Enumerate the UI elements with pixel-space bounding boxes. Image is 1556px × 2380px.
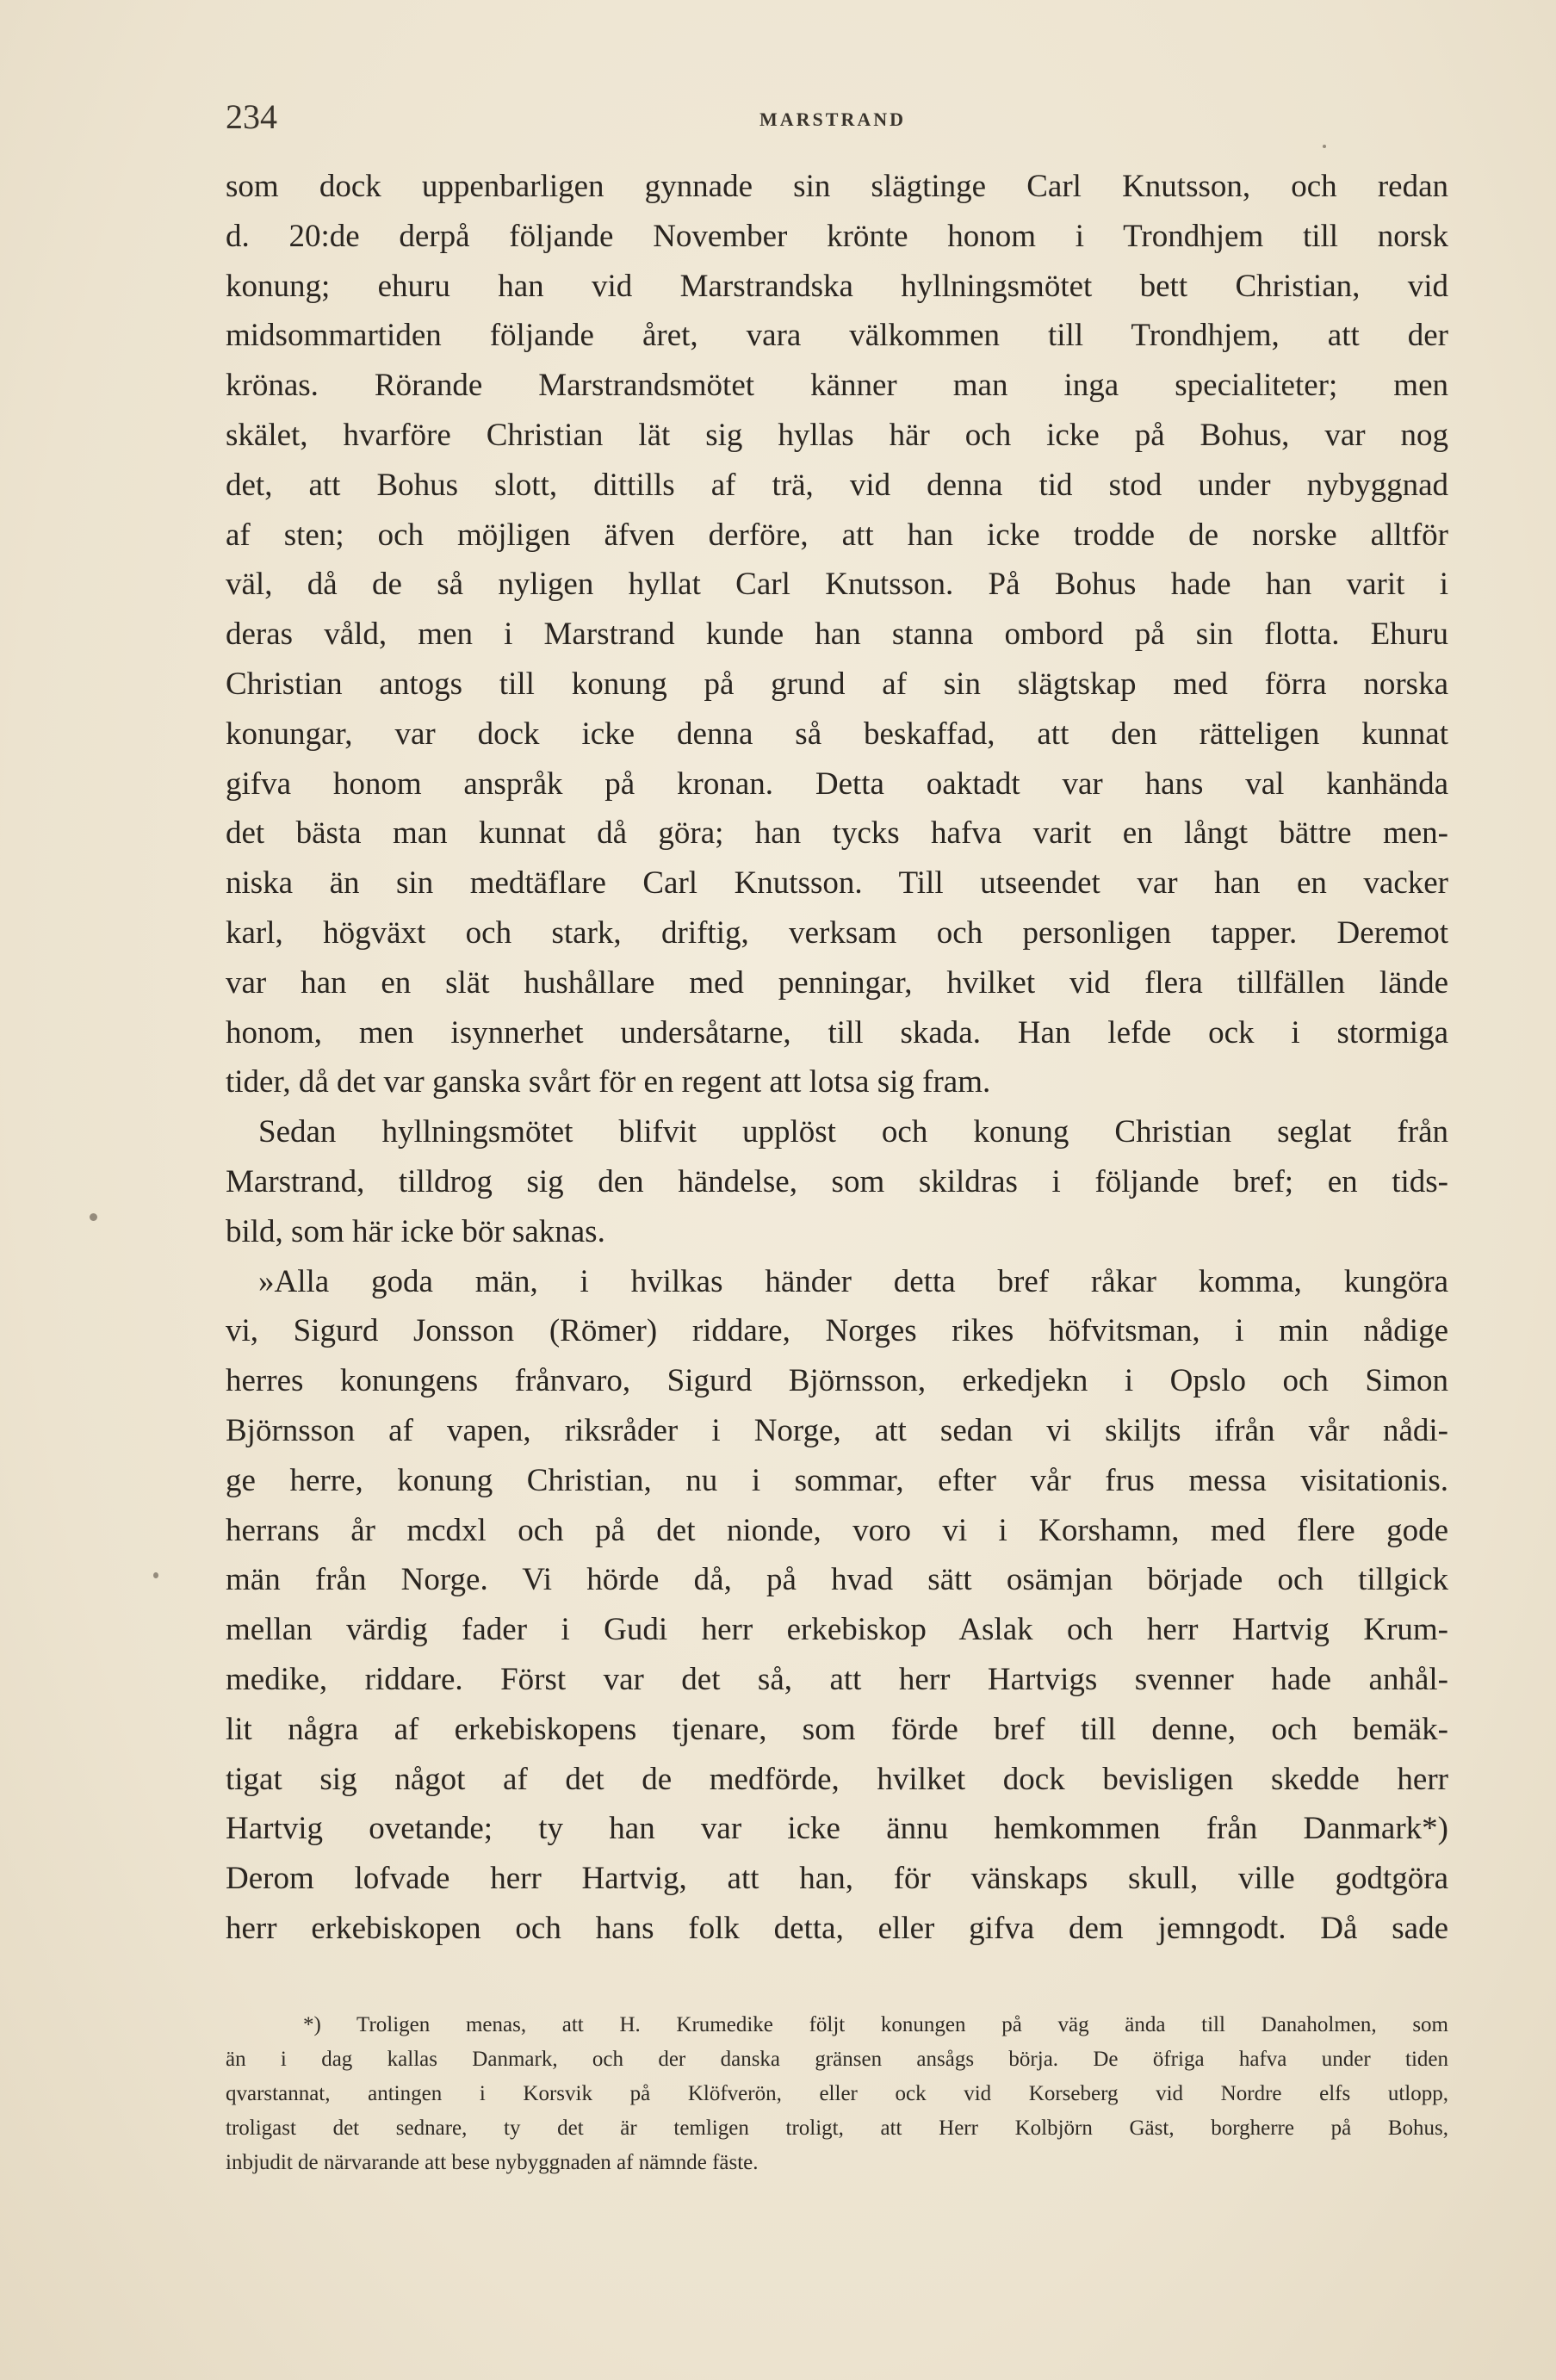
paper-speck: [90, 1213, 97, 1221]
text-line: tider, då det var ganska svårt för en regent att lotsa sig fram.: [226, 1064, 991, 1100]
text-line: konung; ehuru han vid Marstrandska hyllningsmötet bett Christian, vid: [226, 268, 1448, 304]
text-line: niska än sin medtäflare Carl Knutsson. Till utseendet var han en vacker: [226, 865, 1448, 902]
text-line: Sedan hyllningsmötet blifvit upplöst och konung Christian seglat från: [258, 1114, 1448, 1150]
body-text: [226, 162, 1448, 1954]
text-line: honom, men isynnerhet undersåtarne, till skada. Han lefde ock i stormiga: [226, 1014, 1448, 1051]
text-line: d. 20:de derpå följande November krönte honom i Trondhjem till norsk: [226, 218, 1448, 254]
text-line: det bästa man kunnat då göra; han tycks hafva varit en långt bättre men-: [226, 815, 1448, 852]
paper-speck: [153, 1572, 158, 1578]
footnotes: [226, 2008, 1448, 2180]
text-line: Marstrand, tilldrog sig den händelse, som skildras i följande bref; en tids-: [226, 1163, 1448, 1199]
text-line: af sten; och möjligen äfven derföre, att han icke trodde de norske alltför: [226, 517, 1448, 553]
footnote-line: än i dag kallas Danmark, och der danska gränsen ansågs börja. De öfriga hafva under tiden: [226, 2048, 1448, 2071]
text-line: herrans år mcdxl och på det nionde, voro vi i Korshamn, med flere gode: [226, 1512, 1448, 1548]
text-line: ge herre, konung Christian, nu i sommar, efter vår frus messa visitationis.: [226, 1462, 1448, 1498]
text-line: var han en slät hushållare med penningar, hvilket vid flera tillfällen lände: [226, 964, 1448, 1001]
page-number: 234: [226, 97, 277, 136]
text-line: herr erkebiskopen och hans folk detta, eller gifva dem jemngodt. Då sade: [226, 1910, 1448, 1946]
text-line: krönas. Rörande Marstrandsmötet känner man inga specialiteter; men: [226, 368, 1448, 404]
text-line: konungar, var dock icke denna så beskaffad, att den rätteligen kunnat: [226, 716, 1448, 752]
text-line: Björnsson af vapen, riksråder i Norge, att sedan vi skiljts ifrån vår nådi-: [226, 1412, 1448, 1448]
text-line: vi, Sigurd Jonsson (Römer) riddare, Norges rikes höfvitsman, i min nådige: [226, 1313, 1448, 1349]
text-line: Christian antogs till konung på grund af sin slägtskap med förra norska: [226, 666, 1448, 702]
text-line: karl, högväxt och stark, driftig, verksam och personligen tapper. Deremot: [226, 914, 1448, 951]
text-line: det, att Bohus slott, dittills af trä, vid denna tid stod under nybyggnad: [226, 467, 1448, 503]
footnote-line: *) Troligen menas, att H. Krumedike följt konungen på väg ända till Danaholmen, som: [303, 2013, 1448, 2036]
text-line: som dock uppenbarligen gynnade sin slägtinge Carl Knutsson, och redan: [226, 169, 1448, 204]
paper-speck: [1323, 145, 1326, 148]
footnote-line: troligast det sednare, ty det är temligen troligt, att Herr Kolbjörn Gäst, borgherre på Bohus,: [226, 2117, 1448, 2140]
text-line: deras våld, men i Marstrand kunde han stanna ombord på sin flotta. Ehuru: [226, 617, 1448, 653]
text-line: väl, då de så nyligen hyllat Carl Knutsson. På Bohus hade han varit i: [226, 567, 1448, 603]
text-line: Derom lofvade herr Hartvig, att han, för vänskaps skull, ville godtgöra: [226, 1861, 1448, 1897]
text-line: skälet, hvarföre Christian lät sig hyllas här och icke på Bohus, var nog: [226, 417, 1448, 453]
text-line: herres konungens frånvaro, Sigurd Björnsson, erkedjekn i Opslo och Simon: [226, 1363, 1448, 1399]
footnote-line: qvarstannat, antingen i Korsvik på Klöfverön, eller ock vid Korseberg vid Nordre elfs utlopp,: [226, 2082, 1448, 2105]
text-line: män från Norge. Vi hörde då, på hvad sätt osämjan började och tillgick: [226, 1562, 1448, 1598]
text-line: »Alla goda män, i hvilkas händer detta bref råkar komma, kungöra: [258, 1263, 1448, 1299]
footnote-line: inbjudit de närvarande att bese nybyggnaden af nämnde fäste.: [226, 2151, 759, 2174]
text-line: medike, riddare. Först var det så, att herr Hartvigs svenner hade anhål-: [226, 1661, 1448, 1697]
text-line: Hartvig ovetande; ty han var icke ännu hemkommen från Danmark*): [226, 1811, 1448, 1847]
text-line: tigat sig något af det de medförde, hvilket dock bevisligen skedde herr: [226, 1761, 1448, 1797]
text-line: midsommartiden följande året, vara välkommen till Trondhjem, att der: [226, 318, 1448, 354]
running-head: MARSTRAND: [759, 108, 906, 130]
text-line: lit några af erkebiskopens tjenare, som förde bref till denne, och bemäk-: [226, 1711, 1448, 1747]
text-line: gifva honom anspråk på kronan. Detta oaktadt var hans val kanhända: [226, 765, 1448, 802]
text-line: mellan värdig fader i Gudi herr erkebiskop Aslak och herr Hartvig Krum-: [226, 1612, 1448, 1648]
text-line: bild, som här icke bör saknas.: [226, 1213, 605, 1249]
page-header: [226, 96, 1448, 148]
